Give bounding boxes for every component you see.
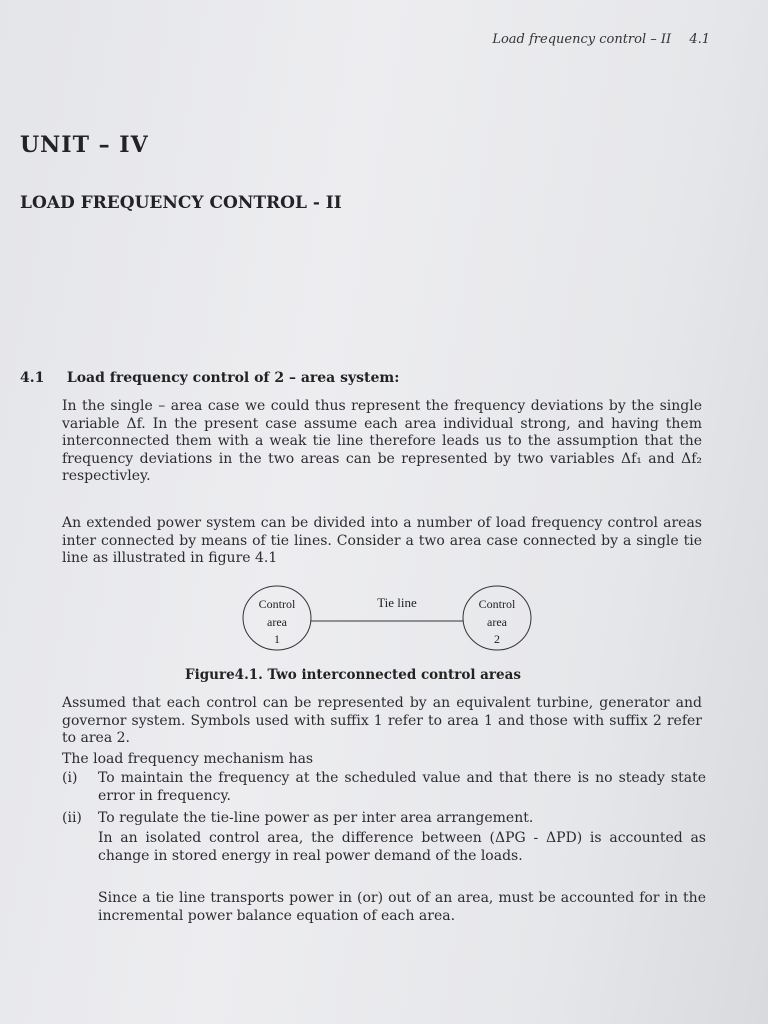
section-title: Load frequency control of 2 – area system: [66,370,400,386]
area2-label-line1: Control [478,597,516,611]
list-item [62,770,706,805]
paragraph-frequency-deviations: In the single – area case we could thus represent the frequency deviations by the single variable Δf. In the present case assume each area individual strong, and having them interconnected them with a weak tie line therefore leads us to the assumption that the frequency deviations in the two areas can be represented by two variables Δf₁ and Δf₂ respectivley. [62,398,702,484]
chapter-title: LOAD FREQUENCY CONTROL - II [20,193,342,213]
area2-label-line3: 2 [494,632,500,646]
running-title: Load frequency control – II [492,32,672,47]
area1-label-line1: Control [258,597,296,611]
area1-label-line3: 1 [274,632,280,646]
figure-caption: Figure4.1. Two interconnected control areas [185,667,521,683]
list-marker: (i) [62,770,78,786]
two-area-figure [240,584,540,654]
list-marker: (ii) [62,810,82,826]
figure-diagram [240,584,540,654]
tie-line-label: Tie line [377,595,417,610]
paragraph-tie-line-transport: Since a tie line transports power in (or) out of an area, must be accounted for in the incremental power balance equation of each area. [98,890,706,924]
paragraph-isolated-area: In an isolated control area, the difference between (ΔPG - ΔPD) is accounted as change in stored energy in real power demand of the loads. [98,830,706,864]
area2-label-line2: area [487,615,507,629]
section-number: 4.1 [20,370,45,386]
list-item-text: To maintain the frequency at the scheduled value and that there is no steady state error in frequency. [98,770,706,804]
list-item-text: To regulate the tie-line power as per inter area arrangement. [98,810,534,826]
paragraph-extended-system: An extended power system can be divided into a number of load frequency control areas inter connected by means of tie lines. Consider a two area case connected by a single tie line as illustrated in figure 4.1 [62,515,702,566]
area1-label-line2: area [267,615,287,629]
paragraph-equivalent-system: Assumed that each control can be represented by an equivalent turbine, generator and governor system. Symbols used with suffix 1 refer to area 1 and those with suffix 2 refer to area 2. [62,695,702,746]
paragraph-mechanism-intro: The load frequency mechanism has [62,751,314,767]
unit-title: UNIT – IV [20,132,149,158]
running-header [492,32,710,47]
section-heading [20,370,399,386]
page-number: 4.1 [689,32,710,47]
list-item [62,810,706,828]
